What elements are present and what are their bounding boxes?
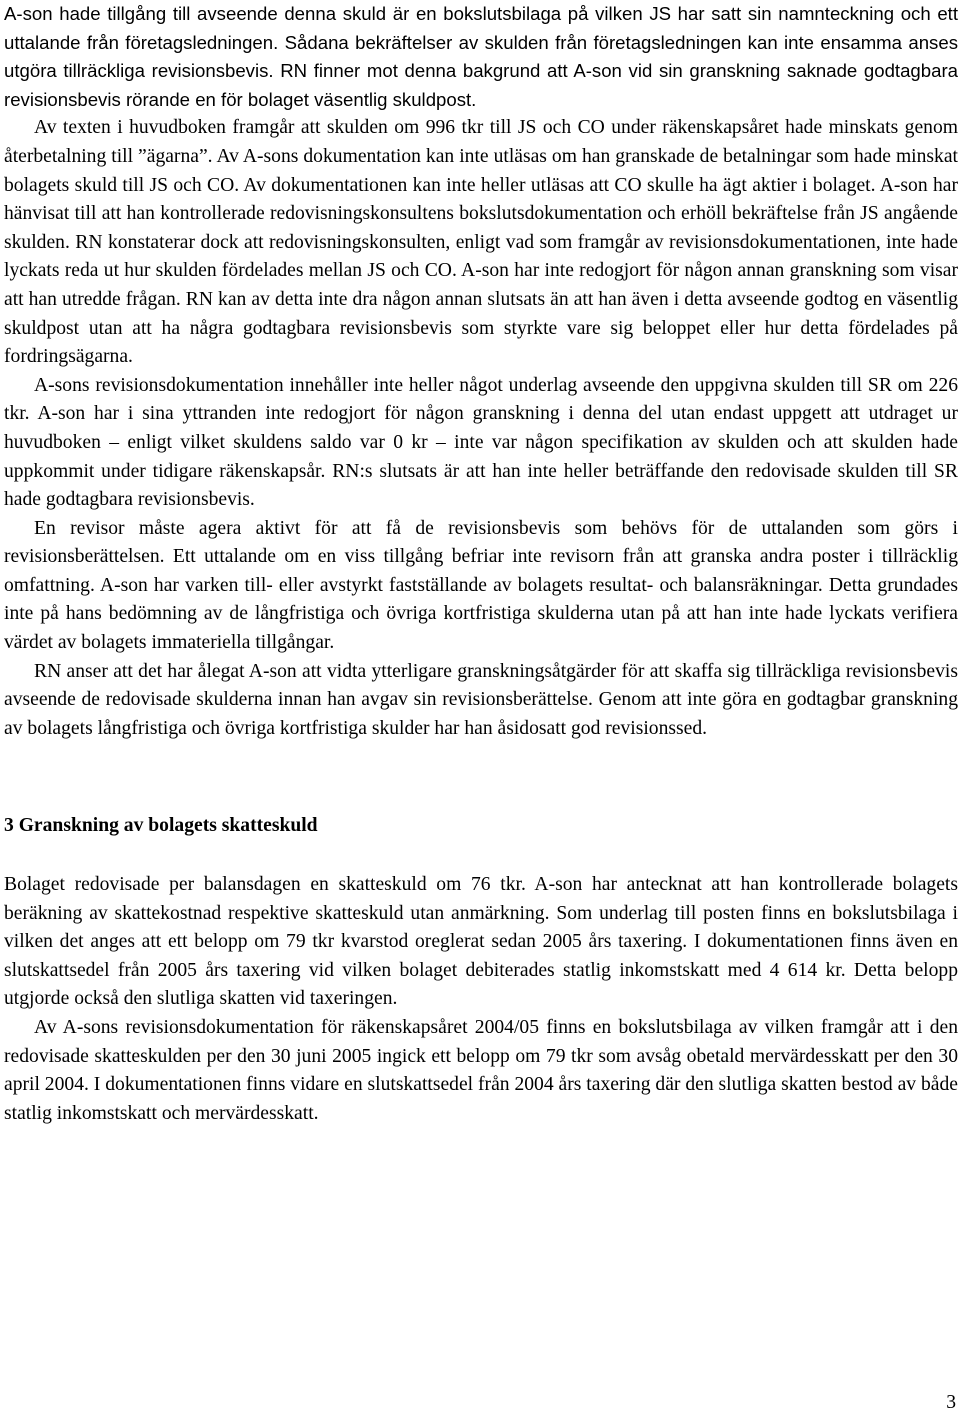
- page-number: 3: [946, 1392, 956, 1413]
- paragraph-1-text: A-son hade tillgång till avseende denna skuld är en bokslutsbilaga på vilken JS har satt sin namnteckning och ett uttalande från företagsledningen. Sådana bekräftelser av skulden från företagsledningen kan inte ensamma anses utgöra tillräckliga revisionsbevis. RN finner mot denna bakgrund att A-son vid sin granskning saknade godtagbara revisionsbevis rörande en för bolaget väsentlig skuldpost.: [4, 3, 958, 110]
- paragraph-4: En revisor måste agera aktivt för att få de revisionsbevis som behövs för de uttalanden som görs i revisionsberättelsen. Ett uttalande om en viss tillgång befriar inte revisorn från att granska andra poster i tillräcklig omfattning. A-son har varken till- eller avstyrkt fastställande av bolagets resultat- och balansräkningar. Detta grundades inte på hans bedömning av de långfristiga och övriga kortfristiga skulderna utan på att han inte hade lyckats verifiera värdet av bolagets immateriella tillgångar.: [4, 517, 958, 654]
- paragraph-7: Av A-sons revisionsdokumentation för räkenskapsåret 2004/05 finns en bokslutsbilaga av vilken framgår att i den redovisade skatteskulden per den 30 juni 2005 ingick ett belopp om 79 tkr som avsåg obetald mervärdesskatt per den 30 april 2004. I dokumentationen finns vidare en slutskattsedel från 2004 års taxering där den slutliga skatten bestod av både statlig inkomstskatt och mervärdesskatt.: [4, 1017, 958, 1124]
- paragraph-1: [4, 0, 958, 114]
- section-heading: 3 Granskning av bolagets skatteskuld: [4, 815, 318, 837]
- paragraph-3: A-sons revisionsdokumentation innehåller inte heller något underlag avseende den uppgivna skulden till SR om 226 tkr. A-son har i sina yttranden inte redogjort för någon granskning i denna del utan endast uppgett att utdraget ur huvudboken – enligt vilket skuldens saldo var 0 kr – inte var någon specifikation av skulden och att skulden hade uppkommit under tidigare räkenskapsår. RN:s slutsats är att han inte heller beträffande den redovisade skulden till SR hade godtagbara revisionsbevis.: [4, 374, 958, 511]
- paragraph-6: Bolaget redovisade per balansdagen en skatteskuld om 76 tkr. A-son har antecknat att han kontrollerade bolagets beräkning av skattekostnad respektive skatteskuld utan anmärkning. Som underlag till posten finns en bokslutsbilaga i vilken det anges att ett belopp om 79 tkr kvarstod oreglerat sedan 2005 års taxering. I dokumentationen finns även en slutskattsedel från 2005 års taxering vid vilken bolaget debiterades statlig inkomstskatt med 4 614 kr. Detta belopp utgjorde också den slutliga skatten vid taxeringen.: [4, 874, 958, 1010]
- paragraph-2: Av texten i huvudboken framgår att skulden om 996 tkr till JS och CO under räkenskapsåret hade minskats genom återbetalning till ”ägarna”. Av A-sons dokumentation kan inte utläsas om han granskade de betalningar som hade minskat bolagets skuld till JS och CO. Av dokumentationen kan inte heller utläsas att CO skulle ha ägt aktier i bolaget. A-son har hänvisat till att han kontrollerade redovisningskonsultens bokslutsdokumentation och erhöll bekräftelse från JS angående skulden. RN konstaterar dock att redovisningskonsulten, enligt vad som framgår av revisionsdokumentationen, inte hade lyckats reda ut hur skulden fördelades mellan JS och CO. A-son har inte redogjort för någon annan granskning som visar att han utredde frågan. RN kan av detta inte dra någon annan slutsats än att han även i detta avseende godtog en väsentlig skuldpost utan att ha några godtagbara revisionsbevis som styrkte vare sig beloppet eller hur detta fördelades på fordringsägarna.: [4, 117, 958, 368]
- spacer: [4, 743, 958, 812]
- document-page: [4, 0, 958, 1128]
- spacer: [4, 841, 958, 871]
- paragraph-5: RN anser att det har ålegat A-son att vidta ytterligare granskningsåtgärder för att skaffa sig tillräckliga revisionsbevis avseende de redovisade skulderna innan han avgav sin revisionsberättelse. Genom att inte göra en godtagbar granskning av bolagets långfristiga och övriga kortfristiga skulder har han åsidosatt god revisionssed.: [4, 660, 958, 739]
